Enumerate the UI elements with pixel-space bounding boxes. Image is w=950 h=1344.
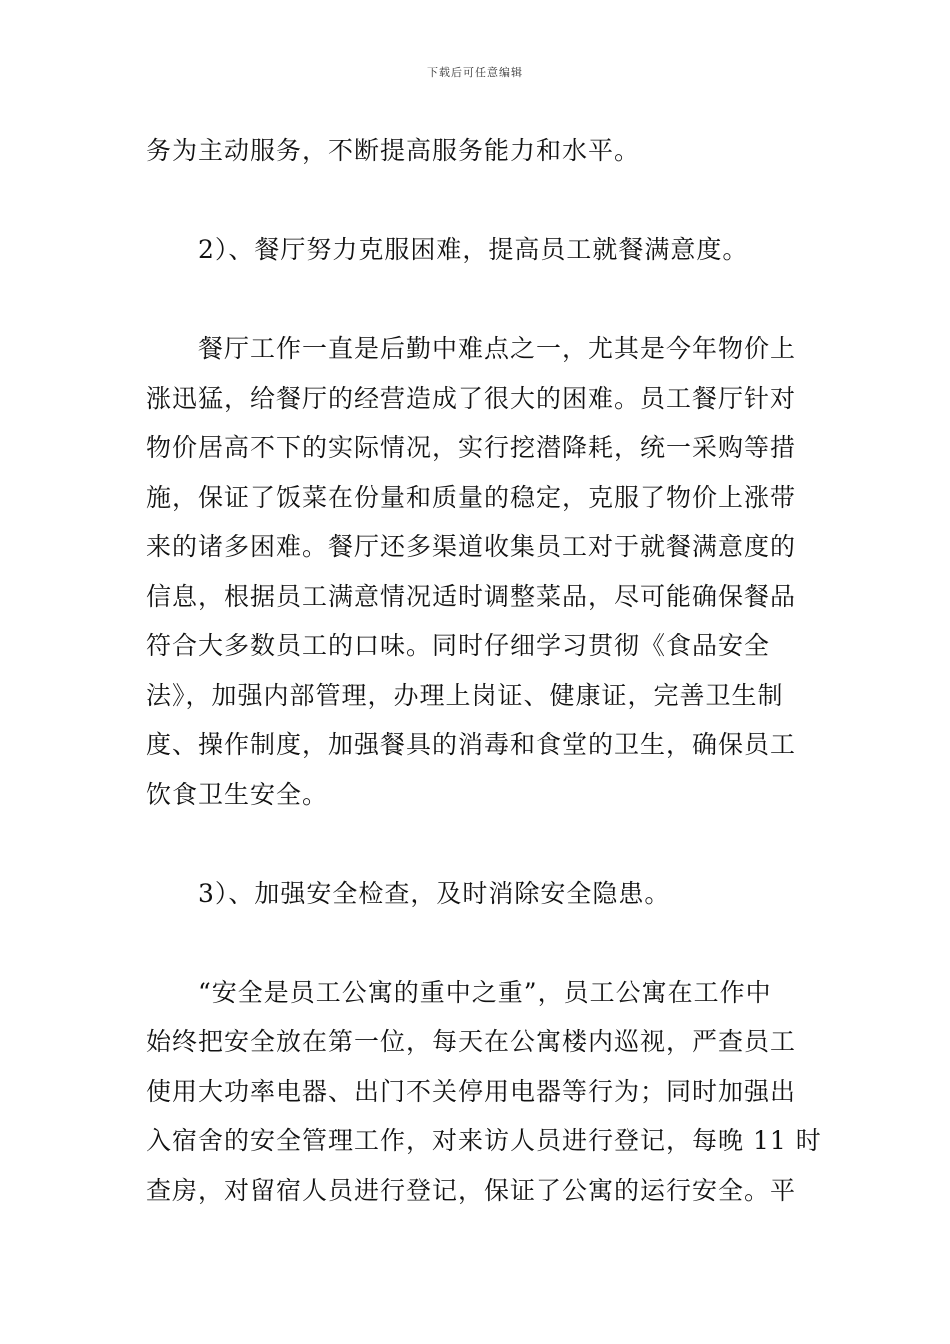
paragraph-2-line: 饮食卫生安全。: [146, 779, 329, 809]
paragraph-2-line: 餐厅工作一直是后勤中难点之一，尤其是今年物价上: [198, 334, 797, 363]
paragraph-3: [146, 968, 822, 1216]
paragraph-2-line: 施，保证了饭菜在份量和质量的稳定，克服了物价上涨带: [146, 482, 797, 512]
section-heading-2-text: 2）、餐厅努力克服困难，提高员工就餐满意度。: [198, 235, 749, 264]
paragraph-2-line: 度、操作制度，加强餐具的消毒和食堂的卫生，确保员工: [146, 730, 797, 759]
paragraph-2-line: 来的诸多困难。餐厅还多渠道收集员工对于就餐满意度的: [146, 532, 797, 561]
paragraph-1: [146, 126, 806, 176]
paragraph-2: [146, 324, 806, 819]
section-heading-3-text: 3）、加强安全检查，及时消除安全隐患。: [198, 878, 671, 908]
paragraph-3-line: 使用大功率电器、出门不关停用电器等行为；同时加强出: [146, 1076, 797, 1106]
paragraph-3-line: 入宿舍的安全管理工作，对来访人员进行登记，每晚 11 时: [146, 1126, 822, 1155]
header-note: 下载后可任意编辑: [427, 66, 523, 79]
section-heading-2: [146, 225, 806, 275]
paragraph-2-line: 物价居高不下的实际情况，实行挖潜降耗，统一采购等措: [146, 433, 797, 462]
paragraph-3-line: “安全是员工公寓的重中之重”，员工公寓在工作中: [198, 977, 772, 1007]
section-heading-3: [146, 869, 806, 919]
paragraph-2-line: 法》，加强内部管理，办理上岗证、健康证，完善卫生制: [146, 680, 784, 710]
paragraph-2-line: 符合大多数员工的口味。同时仔细学习贯彻《食品安全: [146, 631, 771, 660]
paragraph-2-line: 信息，根据员工满意情况适时调整菜品，尽可能确保餐品: [146, 581, 797, 611]
paragraph-1-line: 务为主动服务，不断提高服务能力和水平。: [146, 136, 641, 165]
paragraph-3-line: 查房，对留宿人员进行登记，保证了公寓的运行安全。平: [146, 1175, 797, 1205]
document-body: [146, 126, 822, 1215]
paragraph-2-line: 涨迅猛，给餐厅的经营造成了很大的困难。员工餐厅针对: [146, 383, 797, 413]
paragraph-3-line: 始终把安全放在第一位，每天在公寓楼内巡视，严查员工: [146, 1027, 797, 1056]
